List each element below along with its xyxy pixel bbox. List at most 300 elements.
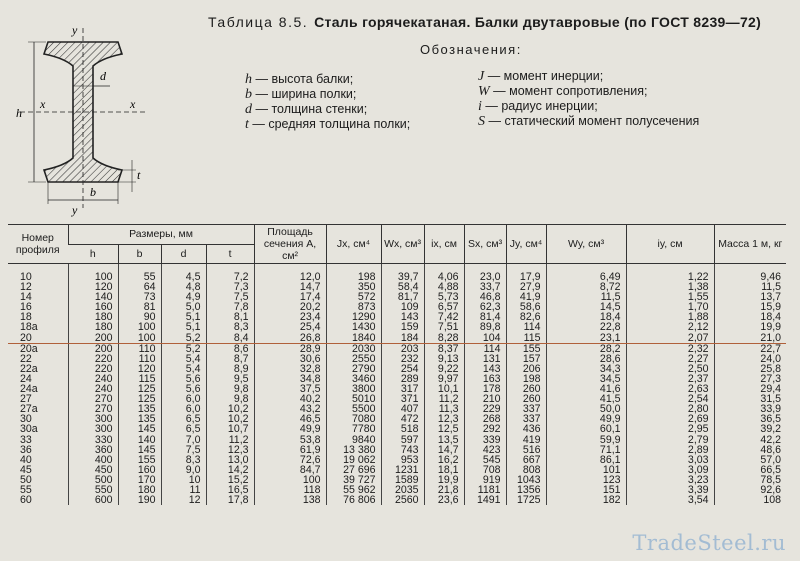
table-row (8, 495, 786, 505)
legend-text: — момент инерции; (484, 69, 604, 83)
table-cell: 9,8 (206, 384, 254, 394)
table-cell: 160 (68, 302, 118, 312)
table-cell: 19,9 (424, 475, 464, 485)
table-cell: 4,9 (161, 292, 206, 302)
table-cell: 337 (506, 414, 546, 424)
table-cell: 1430 (326, 322, 381, 332)
table-cell: 4,8 (161, 282, 206, 292)
table-cell: 9,13 (424, 354, 464, 364)
table-cell: 59,9 (546, 435, 626, 445)
table-cell: 919 (464, 475, 506, 485)
table-cell: 32,8 (254, 364, 326, 374)
table-cell: 500 (68, 475, 118, 485)
table-cell: 8,1 (206, 312, 254, 322)
profile-number-cell: 10 (20, 271, 32, 283)
legend-item (245, 87, 410, 102)
table-cell: 2,07 (626, 333, 714, 344)
legend-left (245, 72, 410, 132)
table-cell: 7,0 (161, 435, 206, 445)
table-cell: 9,97 (424, 374, 464, 384)
table-cell: 143 (381, 312, 424, 322)
table-cell: 260 (506, 394, 546, 404)
table-cell: 200 (68, 343, 118, 354)
table-cell: 14,2 (206, 465, 254, 475)
table-cell: 135 (118, 414, 161, 424)
table-cell: 6,0 (161, 394, 206, 404)
h-dimension-label: h (16, 106, 22, 120)
table-cell: 71,1 (546, 445, 626, 455)
table-cell: 198 (326, 264, 381, 283)
table-cell: 13,7 (714, 292, 786, 302)
table-cell: 41,5 (546, 394, 626, 404)
table-cell: 339 (464, 435, 506, 445)
table-cell: 15,9 (714, 302, 786, 312)
legend-heading: Обозначения: (420, 42, 522, 57)
header-wy: Wy, см³ (546, 225, 626, 264)
table-cell: 203 (381, 343, 424, 354)
table-cell: 5,0 (161, 302, 206, 312)
table-cell: 400 (68, 455, 118, 465)
table-cell: 317 (381, 384, 424, 394)
table-cell: 5,1 (161, 322, 206, 332)
table-cell: 25,4 (254, 322, 326, 332)
table-cell: 12,3 (206, 445, 254, 455)
table-cell: 436 (506, 424, 546, 434)
table-cell: 10,2 (206, 414, 254, 424)
table-cell: 3800 (326, 384, 381, 394)
table-cell: 28,9 (254, 343, 326, 354)
table-caption: Сталь горячекатаная. Балки двутавровые (по ГОСТ 8239—72) (314, 14, 762, 30)
table-cell: 37,5 (254, 384, 326, 394)
table-cell: 2,80 (626, 404, 714, 414)
table-cell: 140 (118, 435, 161, 445)
table-cell: 254 (381, 364, 424, 374)
beam-table (8, 224, 786, 505)
table-cell: 46,8 (464, 292, 506, 302)
table-cell: 9,22 (424, 364, 464, 374)
table-cell: 17,8 (206, 495, 254, 505)
table-cell: 600 (68, 495, 118, 505)
table-cell: 350 (326, 282, 381, 292)
legend-text: — радиус инерции; (481, 99, 598, 113)
table-row (8, 264, 786, 283)
legend-item (478, 84, 699, 99)
table-cell: 108 (714, 495, 786, 505)
table-cell: 27 696 (326, 465, 381, 475)
legend-symbol: S (478, 114, 485, 129)
table-cell: 13,5 (424, 435, 464, 445)
table-cell: 180 (68, 312, 118, 322)
table-cell: 33,9 (714, 404, 786, 414)
y-label-top: y (72, 23, 78, 37)
table-cell: 12 (161, 495, 206, 505)
table-cell: 76 806 (326, 495, 381, 505)
profile-number-cell: 20а (20, 343, 38, 354)
table-cell: 2,27 (626, 354, 714, 364)
profile-number-cell: 50 (20, 474, 32, 485)
table-cell: 9,46 (714, 264, 786, 283)
table-cell: 92,6 (714, 485, 786, 495)
table-row (8, 312, 786, 322)
table-cell: 7,8 (206, 302, 254, 312)
header-h: h (68, 244, 118, 264)
table-cell: 125 (118, 384, 161, 394)
table-cell: 66,5 (714, 465, 786, 475)
table-cell: 572 (326, 292, 381, 302)
table-number: Таблица 8.5. (208, 14, 309, 30)
table-cell: 9840 (326, 435, 381, 445)
table-cell: 200 (68, 333, 118, 344)
table-cell: 472 (381, 414, 424, 424)
table-cell: 55 (118, 264, 161, 283)
table-cell: 1491 (464, 495, 506, 505)
table-cell: 9,8 (206, 394, 254, 404)
table-cell: 2,54 (626, 394, 714, 404)
legend-text: — толщина стенки; (252, 102, 368, 116)
table-cell: 84,7 (254, 465, 326, 475)
table-cell: 25,8 (714, 364, 786, 374)
profile-number-cell: 40 (20, 454, 32, 465)
table-row (8, 322, 786, 332)
header-mass: Масса 1 м, кг (714, 225, 786, 264)
profile-number-cell: 33 (20, 434, 32, 445)
header-sx: Sx, см³ (464, 225, 506, 264)
table-cell: 2,12 (626, 322, 714, 332)
table-cell: 42,2 (714, 435, 786, 445)
table-cell: 1840 (326, 333, 381, 344)
table-cell: 62,3 (464, 302, 506, 312)
table-cell: 12,5 (424, 424, 464, 434)
table-cell: 8,7 (206, 354, 254, 364)
table-cell: 260 (506, 384, 546, 394)
header-iy: iy, см (626, 225, 714, 264)
table-cell: 81,4 (464, 312, 506, 322)
table-cell: 419 (506, 435, 546, 445)
table-cell: 6,5 (161, 424, 206, 434)
table-cell: 11,5 (714, 282, 786, 292)
table-cell: 46,5 (254, 414, 326, 424)
table-cell: 7,5 (206, 292, 254, 302)
table-cell: 61,9 (254, 445, 326, 455)
t-dimension-label: t (137, 168, 141, 182)
table-cell: 292 (464, 424, 506, 434)
legend-text: — высота балки; (252, 72, 354, 86)
table-cell: 1,70 (626, 302, 714, 312)
legend-symbol: J (478, 69, 485, 84)
table-cell: 667 (506, 455, 546, 465)
legend-symbol: t (245, 117, 249, 132)
legend-text: — статический момент полусечения (485, 114, 700, 128)
table-cell: 110 (118, 343, 161, 354)
profile-number-cell: 12 (20, 282, 32, 293)
table-cell: 5500 (326, 404, 381, 414)
table-row (8, 343, 786, 354)
table-row (8, 394, 786, 404)
table-cell: 49,9 (546, 414, 626, 424)
table-cell: 11,2 (424, 394, 464, 404)
table-cell: 5010 (326, 394, 381, 404)
table-cell: 873 (326, 302, 381, 312)
table-cell: 155 (118, 455, 161, 465)
table-cell: 10,2 (206, 404, 254, 414)
legend-symbol: h (245, 72, 252, 87)
table-cell: 3460 (326, 374, 381, 384)
table-cell: 13,0 (206, 455, 254, 465)
table-cell: 57,0 (714, 455, 786, 465)
table-cell: 41,6 (546, 384, 626, 394)
table-cell: 1356 (506, 485, 546, 495)
table-cell: 120 (118, 364, 161, 374)
table-cell: 6,0 (161, 404, 206, 414)
profile-number-cell: 18а (20, 322, 38, 333)
table-row (8, 414, 786, 424)
table-cell: 2,50 (626, 364, 714, 374)
header-ix: ix, см (424, 225, 464, 264)
table-cell: 101 (546, 465, 626, 475)
table-cell: 8,3 (161, 455, 206, 465)
table-cell: 300 (68, 424, 118, 434)
table-cell: 5,6 (161, 374, 206, 384)
table-cell: 11,3 (424, 404, 464, 414)
table-cell: 16,5 (206, 485, 254, 495)
table-cell: 34,8 (254, 374, 326, 384)
i-beam-section-diagram (10, 22, 200, 217)
profile-number-cell: 30 (20, 414, 32, 425)
table-row (8, 404, 786, 414)
table-cell: 118 (254, 485, 326, 495)
profile-number-cell: 24а (20, 384, 38, 395)
table-cell: 2560 (381, 495, 424, 505)
profile-number-cell: 22 (20, 353, 32, 364)
table-cell: 11,2 (206, 435, 254, 445)
table-row (8, 364, 786, 374)
table-cell: 8,9 (206, 364, 254, 374)
table-cell: 145 (118, 424, 161, 434)
header-sizes: Размеры, мм (68, 225, 254, 245)
table-cell: 3,23 (626, 475, 714, 485)
table-cell: 55 962 (326, 485, 381, 495)
table-cell: 190 (118, 495, 161, 505)
table-cell: 2035 (381, 485, 424, 495)
table-cell: 15,2 (206, 475, 254, 485)
table-cell: 34,5 (546, 374, 626, 384)
table-cell: 10,1 (424, 384, 464, 394)
b-dimension-label: b (90, 185, 96, 199)
table-cell: 240 (68, 384, 118, 394)
legend-item (478, 99, 699, 114)
table-cell: 10,7 (206, 424, 254, 434)
table-cell: 86,1 (546, 455, 626, 465)
table-cell: 31,5 (714, 394, 786, 404)
x-label-left: x (40, 97, 46, 111)
table-cell: 3,03 (626, 455, 714, 465)
table-cell: 120 (68, 282, 118, 292)
watermark: TradeSteel.ru (632, 531, 786, 555)
table-cell: 8,3 (206, 322, 254, 332)
table-title (208, 14, 761, 30)
table-cell: 1589 (381, 475, 424, 485)
table-cell: 450 (68, 465, 118, 475)
table-cell: 170 (118, 475, 161, 485)
table-cell: 1043 (506, 475, 546, 485)
table-cell: 19 062 (326, 455, 381, 465)
table-cell: 30,6 (254, 354, 326, 364)
table-cell: 7,3 (206, 282, 254, 292)
table-cell: 100 (68, 264, 118, 283)
table-cell: 2,95 (626, 424, 714, 434)
legend-text: — момент сопротивления; (489, 84, 648, 98)
legend-symbol: W (478, 84, 490, 99)
table-cell: 220 (68, 364, 118, 374)
table-row (8, 374, 786, 384)
profile-number-cell: 24 (20, 373, 32, 385)
table-cell: 39,7 (381, 264, 424, 283)
header-b: b (118, 244, 161, 264)
profile-number-cell: 30а (20, 424, 38, 435)
table-cell: 50,0 (546, 404, 626, 414)
table-cell: 78,5 (714, 475, 786, 485)
table-cell: 58,6 (506, 302, 546, 312)
table-cell: 17,4 (254, 292, 326, 302)
table-cell: 423 (464, 445, 506, 455)
table-cell: 518 (381, 424, 424, 434)
profile-number-cell: 18 (20, 312, 32, 323)
table-cell: 9,5 (206, 374, 254, 384)
table-cell: 6,5 (161, 414, 206, 424)
y-label-bottom: y (72, 203, 78, 217)
table-cell: 72,6 (254, 455, 326, 465)
table-cell: 60,1 (546, 424, 626, 434)
table-cell: 268 (464, 414, 506, 424)
table-cell: 159 (381, 322, 424, 332)
table-cell: 7,5 (161, 445, 206, 455)
table-cell: 206 (506, 364, 546, 374)
table-row (8, 445, 786, 455)
table-cell: 4,5 (161, 264, 206, 283)
table-cell: 27,3 (714, 374, 786, 384)
table-cell: 7,42 (424, 312, 464, 322)
table-cell: 2,37 (626, 374, 714, 384)
table-cell: 808 (506, 465, 546, 475)
table-cell: 23,4 (254, 312, 326, 322)
table-cell: 49,9 (254, 424, 326, 434)
table-cell: 300 (68, 414, 118, 424)
table-cell: 39 727 (326, 475, 381, 485)
table-cell: 2790 (326, 364, 381, 374)
profile-number-cell: 55 (20, 484, 32, 496)
header-t: t (206, 244, 254, 264)
table-cell: 337 (506, 404, 546, 414)
table-cell: 12,3 (424, 414, 464, 424)
table-cell: 100 (118, 333, 161, 344)
table-row (8, 435, 786, 445)
header-jx: Jx, см⁴ (326, 225, 381, 264)
table-cell: 24,0 (714, 354, 786, 364)
table-cell: 90 (118, 312, 161, 322)
profile-number-cell: 45 (20, 464, 32, 475)
table-cell: 1,38 (626, 282, 714, 292)
table-cell: 64 (118, 282, 161, 292)
table-cell: 20,2 (254, 302, 326, 312)
table-cell: 104 (464, 333, 506, 344)
header-wx: Wx, см³ (381, 225, 424, 264)
legend-item (245, 102, 410, 117)
table-cell: 545 (464, 455, 506, 465)
table-cell: 5,2 (161, 333, 206, 344)
table-cell: 73 (118, 292, 161, 302)
table-cell: 18,4 (546, 312, 626, 322)
table-cell: 3,39 (626, 485, 714, 495)
table-cell: 23,0 (464, 264, 506, 283)
table-cell: 597 (381, 435, 424, 445)
table-cell: 14,7 (254, 282, 326, 292)
table-cell: 5,4 (161, 354, 206, 364)
table-cell: 26,8 (254, 333, 326, 344)
table-cell: 4,88 (424, 282, 464, 292)
table-cell: 8,72 (546, 282, 626, 292)
table-cell: 131 (464, 354, 506, 364)
table-cell: 10 (161, 475, 206, 485)
header-area: Площадь сечения A, см² (254, 225, 326, 264)
table-cell: 229 (464, 404, 506, 414)
table-cell: 7780 (326, 424, 381, 434)
table-cell: 82,6 (506, 312, 546, 322)
table-cell: 2,69 (626, 414, 714, 424)
legend-text: — ширина полки; (252, 87, 357, 101)
table-cell: 184 (381, 333, 424, 344)
table-row (8, 455, 786, 465)
header-profile: Номер профиля (8, 225, 68, 264)
table-row (8, 485, 786, 495)
profile-number-cell: 20 (8, 333, 68, 344)
table-cell: 28,2 (546, 343, 626, 354)
table-cell: 8,6 (206, 343, 254, 354)
table-cell: 953 (381, 455, 424, 465)
legend-item (245, 72, 410, 87)
table-cell: 100 (118, 322, 161, 332)
table-cell: 58,4 (381, 282, 424, 292)
table-cell: 330 (68, 435, 118, 445)
legend-item (478, 69, 699, 84)
profile-number-cell: 14 (20, 292, 32, 303)
table-cell: 13 380 (326, 445, 381, 455)
profile-number-cell: 22а (20, 363, 38, 374)
table-row (8, 354, 786, 364)
table-cell: 27,9 (506, 282, 546, 292)
table-cell: 516 (506, 445, 546, 455)
table-row (8, 384, 786, 394)
table-cell: 114 (464, 343, 506, 354)
table-cell: 2,32 (626, 343, 714, 354)
table-cell: 5,4 (161, 364, 206, 374)
table-cell: 123 (546, 475, 626, 485)
header-d: d (161, 244, 206, 264)
table-cell: 16,2 (424, 455, 464, 465)
table-cell: 8,37 (424, 343, 464, 354)
table-cell: 743 (381, 445, 424, 455)
table-cell: 8,28 (424, 333, 464, 344)
header-jy: Jy, см⁴ (506, 225, 546, 264)
x-label-right: x (130, 97, 136, 111)
table-cell: 289 (381, 374, 424, 384)
profile-number-cell: 36 (20, 444, 32, 455)
table-cell: 5,6 (161, 384, 206, 394)
table-cell: 180 (68, 322, 118, 332)
table-cell: 1181 (464, 485, 506, 495)
table-cell: 1231 (381, 465, 424, 475)
table-cell: 178 (464, 384, 506, 394)
table-cell: 7,51 (424, 322, 464, 332)
